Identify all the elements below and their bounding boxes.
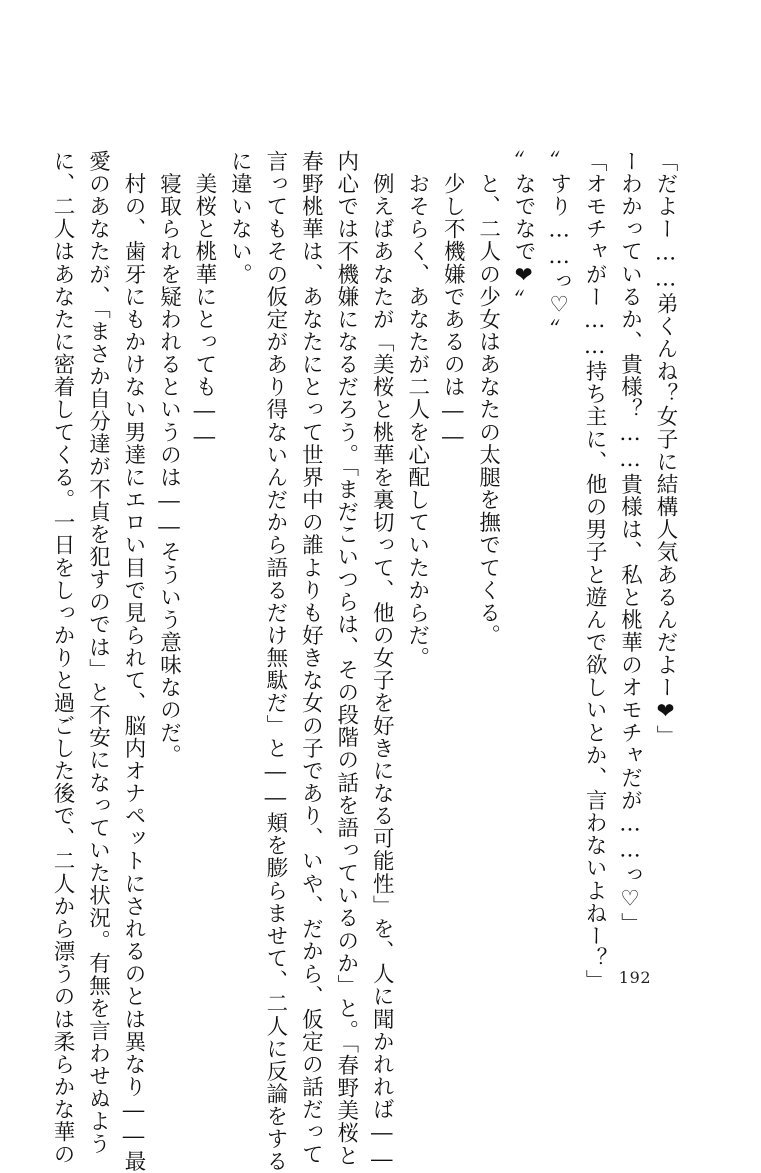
text-line: 内心では不機嫌になるだろう。「まだこいつらは、その段階の話を語っているのか」と。「春野美桜と [333, 150, 359, 1167]
text-line: に、二人はあなたに密着してくる。一日をしっかりと過ごした後で、二人から漂うのは柔らかな華の [50, 150, 76, 1166]
text-line: 春野桃華は、あなたにとって世界中の誰よりも好きな女の子であり、いや、だから、仮定の話だって [298, 150, 324, 1166]
text-line: 〞すり……っ♡〞 [546, 150, 572, 342]
text-line: 美桜と桃華にとっても―― [191, 150, 217, 451]
text-line: ーわかっているか、貴様？……貴様は、私と桃華のオモチャだが……っ♡」 [617, 150, 643, 936]
text-line: 愛のあなたが、「まさか自分達が不貞を犯すのでは」と不安になっていた状況。有無を言わせぬよう [85, 150, 111, 1156]
text-line: 言ってもその仮定があり得ないんだから語るだけ無駄だ」と――頬を膨らませて、二人に反論をする [262, 150, 288, 1173]
page-number: 192 [618, 968, 652, 987]
text-line: 「だよー……弟くんね？女子に結構人気あるんだよー❤」 [653, 150, 678, 748]
text-line: 村の、歯牙にもかけない男達にエロい目で見られて、脳内オナペットにされるのとは異なり――最 [120, 150, 146, 1173]
text-line: 寝取られを疑われるというのは――そういう意味なのだ。 [156, 150, 182, 767]
text-line: おそらく、あなたが二人を心配していたからだ。 [404, 150, 430, 670]
text-line: 「オモチャがー……持ち主に、他の男子と遊んで欲しいとか、言わないよねー？」 [582, 150, 608, 993]
text-line: 少し不機嫌であるのは―― [440, 150, 466, 451]
text-line: と、二人の少女はあなたの太腿を撫でてくる。 [475, 150, 501, 647]
text-line: に違いない。 [227, 150, 253, 286]
text-line: 例えばあなたが「美桜と桃華を裏切って、他の女子を好きになる可能性」を、人に聞かれれば―― [369, 150, 395, 1173]
text-line: 〞なでなで❤〞 [511, 150, 537, 312]
